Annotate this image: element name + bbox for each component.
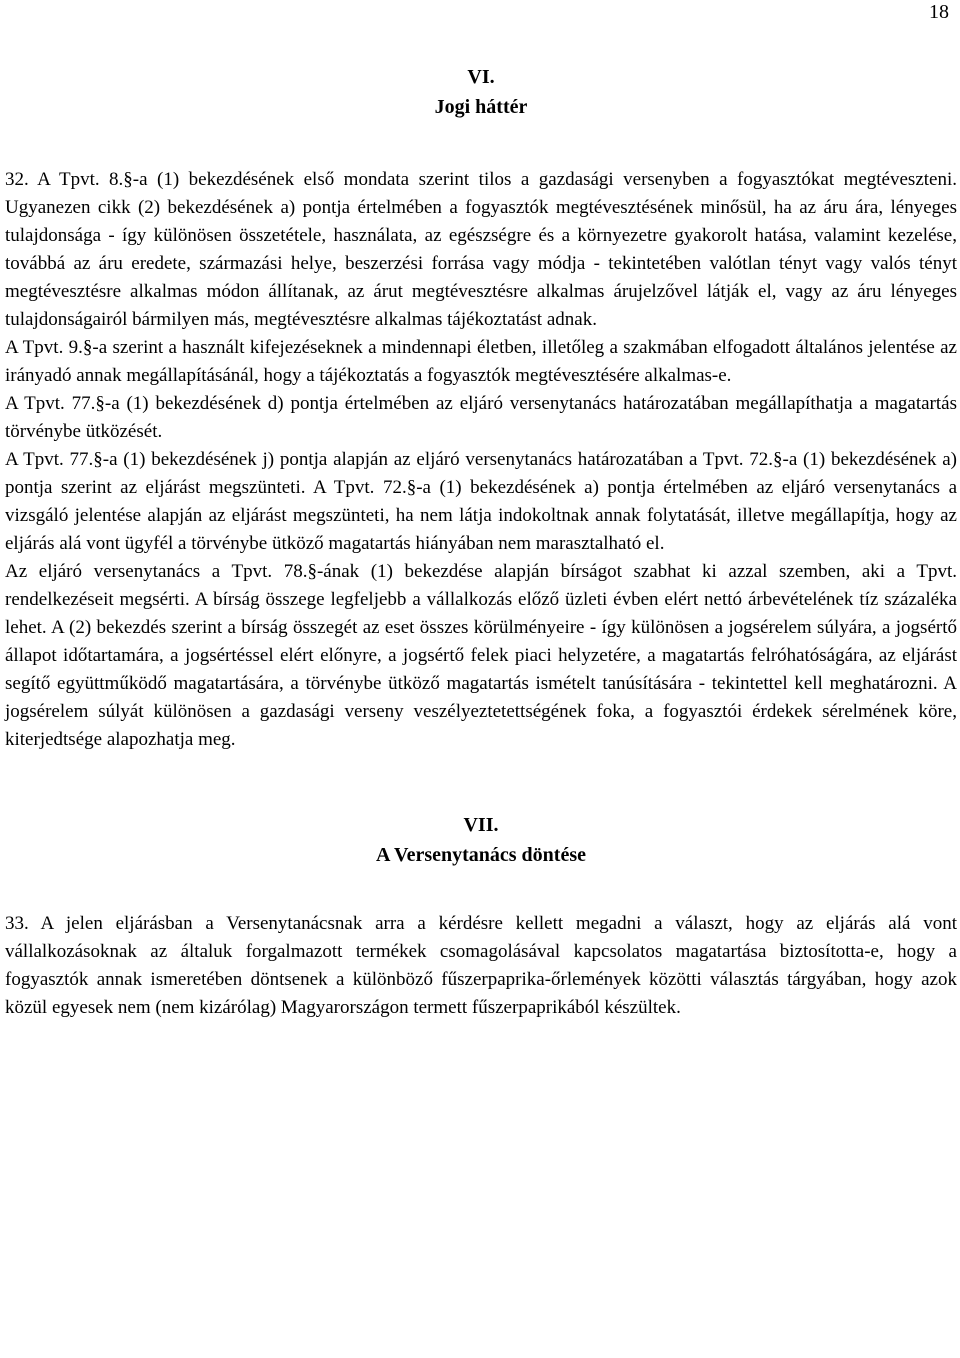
section-vii-number: VII. bbox=[463, 814, 499, 836]
section-vii-heading bbox=[5, 810, 957, 870]
paragraph-32: 32. A Tpvt. 8.§-a (1) bekezdésének első mondata szerint tilos a gazdasági versenyben a fogyasztókat megtéveszteni. Ugyanezen cikk (2) bekezdésének a) pontja értelmében a fogyasztók megtévesztésének minősül, ha az áru ára, lényeges tulajdonsága - így különösen összetétele, használata, az egészségre és a környezetre gyakorolt hatása, valamint kezelése, továbbá az áru eredete, származási helye, beszerzési forrása vagy módja - tekintetében valótlan tényt vagy valós tényt megtévesztésre alkalmas módon állítanak, az árut megtévesztésre alkalmas árujelzővel látják el, vagy az áru lényeges tulajdonságairól bármilyen más, megtévesztésre alkalmas tájékoztatást adnak. bbox=[5, 169, 957, 330]
paragraph-33: 33. A jelen eljárásban a Versenytanácsnak arra a kérdésre kellett megadni a választ, hogy az eljárás alá vont vállalkozásoknak az általuk forgalmazott termékek csomagolásával kapcsolatos magatartása biztosította-e, hogy a fogyasztók annak ismeretében döntsenek a különböző fűszerpaprika-őrlemények közötti választás tárgyában, hogy azok közül egyesek nem (nem kizárólag) Magyarországon termett fűszerpaprikából készültek. bbox=[5, 913, 957, 1018]
document-body bbox=[5, 62, 957, 1022]
section-vii-title: A Versenytanács döntése bbox=[375, 844, 586, 866]
paragraph-tpvt-9: A Tpvt. 9.§-a szerint a használt kifejezéseknek a mindennapi életben, illetőleg a szakmában elfogadott általános jelentése az irányadó annak megállapításánál, hogy a tájékoztatás a fogyasztók megtévesztésére alkalmas-e. bbox=[5, 337, 957, 386]
paragraph-tpvt-77-j: A Tpvt. 77.§-a (1) bekezdésének j) pontja alapján az eljáró versenytanács határozatában a Tpvt. 72.§-a (1) bekezdésének a) pontja szerint az eljárást megszünteti. A Tpvt. 72.§-a (1) bekezdésének a) pontja értelmében az eljáró versenytanács a vizsgáló jelentése alapján az eljárást megszünteti, ha nem látja indokoltnak annak folytatását, illetve megállapítja, hogy az eljárás alá vont ügyfél a törvénybe ütköző magatartás hiányában nem marasztalható el. bbox=[5, 449, 957, 554]
section-vi-number: VI. bbox=[467, 66, 495, 88]
paragraph-tpvt-77-d: A Tpvt. 77.§-a (1) bekezdésének d) pontja értelmében az eljáró versenytanács határozatában megállapíthatja a magatartás törvénybe ütközését. bbox=[5, 393, 957, 442]
section-vi-heading bbox=[5, 62, 957, 122]
paragraph-tpvt-78: Az eljáró versenytanács a Tpvt. 78.§-ának (1) bekezdése alapján bírságot szabhat ki azzal szemben, aki a Tpvt. rendelkezéseit megsérti. A bírság összege legfeljebb a vállalkozás előző üzleti évben elért nettó árbevételének tíz százaléka lehet. A (2) bekezdés szerint a bírság összegét az eset összes körülményeire - így különösen a jogsérelem súlyára, a jogsértő állapot időtartamára, a jogsértéssel elért előnyre, a jogsértő felek piaci helyzetére, a magatartás felróhatóságára, az eljárást segítő együttműködő magatartására, a törvénybe ütköző magatartás ismételt tanúsítására - tekintettel kell meghatározni. A jogsérelem súlyát különösen a gazdasági verseny veszélyeztetettségének foka, a fogyasztói érdekek sérelmének köre, kiterjedtsége alapozhatja meg. bbox=[5, 561, 957, 750]
section-vi-title: Jogi háttér bbox=[434, 96, 528, 118]
page-number: 18 bbox=[929, 1, 949, 23]
